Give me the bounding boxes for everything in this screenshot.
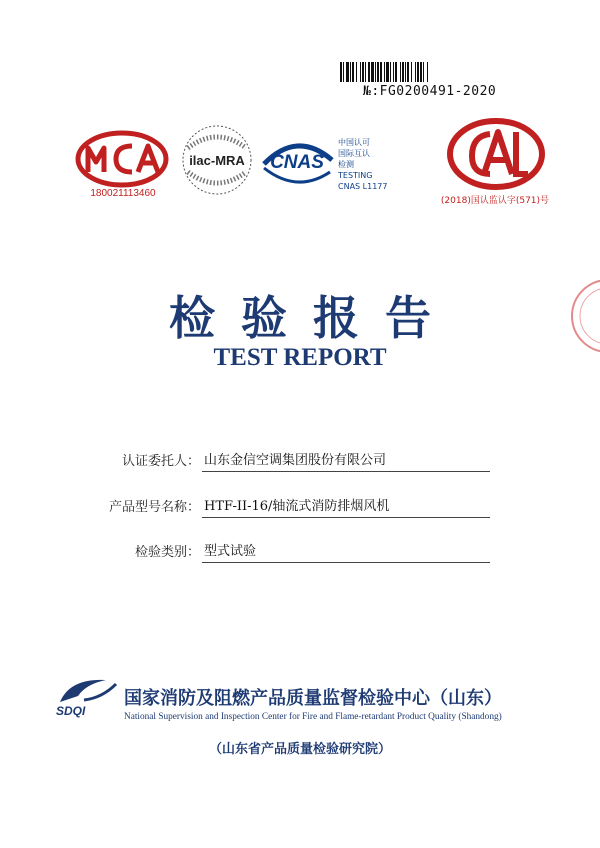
info-label: 产品型号名称： [108, 500, 200, 515]
ilac-mra-logo [176, 122, 258, 198]
info-value: 山东金信空调集团股份有限公司 [204, 453, 387, 468]
cnas-caption [338, 137, 387, 192]
info-value: 型式试验 [204, 544, 257, 559]
institute-name: （山东省产品质量检验研究院） [208, 742, 391, 757]
info-row-product [100, 494, 490, 518]
cnas-line: 国际互认 [338, 149, 370, 158]
center-name-en: National Supervision and Inspection Center for Fire and Flame-retardant Product Quality (Shandong) [124, 712, 502, 722]
cnas-text: CNAS [270, 152, 324, 173]
svg-text:ilac-MRA: ilac-MRA [189, 153, 245, 168]
sdqi-text: SDQI [56, 704, 86, 718]
center-name-cn: 国家消防及阻燃产品质量监督检验中心（山东） [124, 688, 502, 709]
barcode-bar [428, 62, 430, 82]
info-value: HTF-II-16/轴流式消防排烟风机 [204, 499, 390, 514]
cal-caption: (2018)国认监认字(571)号 [440, 196, 550, 206]
info-label: 认证委托人： [121, 454, 200, 469]
info-label: 检验类别： [134, 545, 200, 560]
cnas-logo [258, 134, 336, 188]
cnas-line: 中国认可 [338, 138, 370, 147]
cnas-line: TESTING [338, 171, 373, 180]
barcode [340, 62, 525, 82]
report-title-en: TEST REPORT [213, 344, 387, 371]
cma-logo [74, 130, 170, 188]
cal-logo [444, 116, 548, 192]
sdqi-logo [56, 676, 120, 706]
info-row-client [100, 448, 490, 472]
cnas-line: 检测 [338, 160, 354, 169]
cma-number: 180021113460 [90, 188, 156, 199]
info-row-category [100, 539, 490, 563]
report-number: №:FG0200491-2020 [363, 84, 497, 99]
report-title-cn: 检验报告 [169, 291, 457, 345]
cnas-line: CNAS L1177 [338, 182, 388, 191]
